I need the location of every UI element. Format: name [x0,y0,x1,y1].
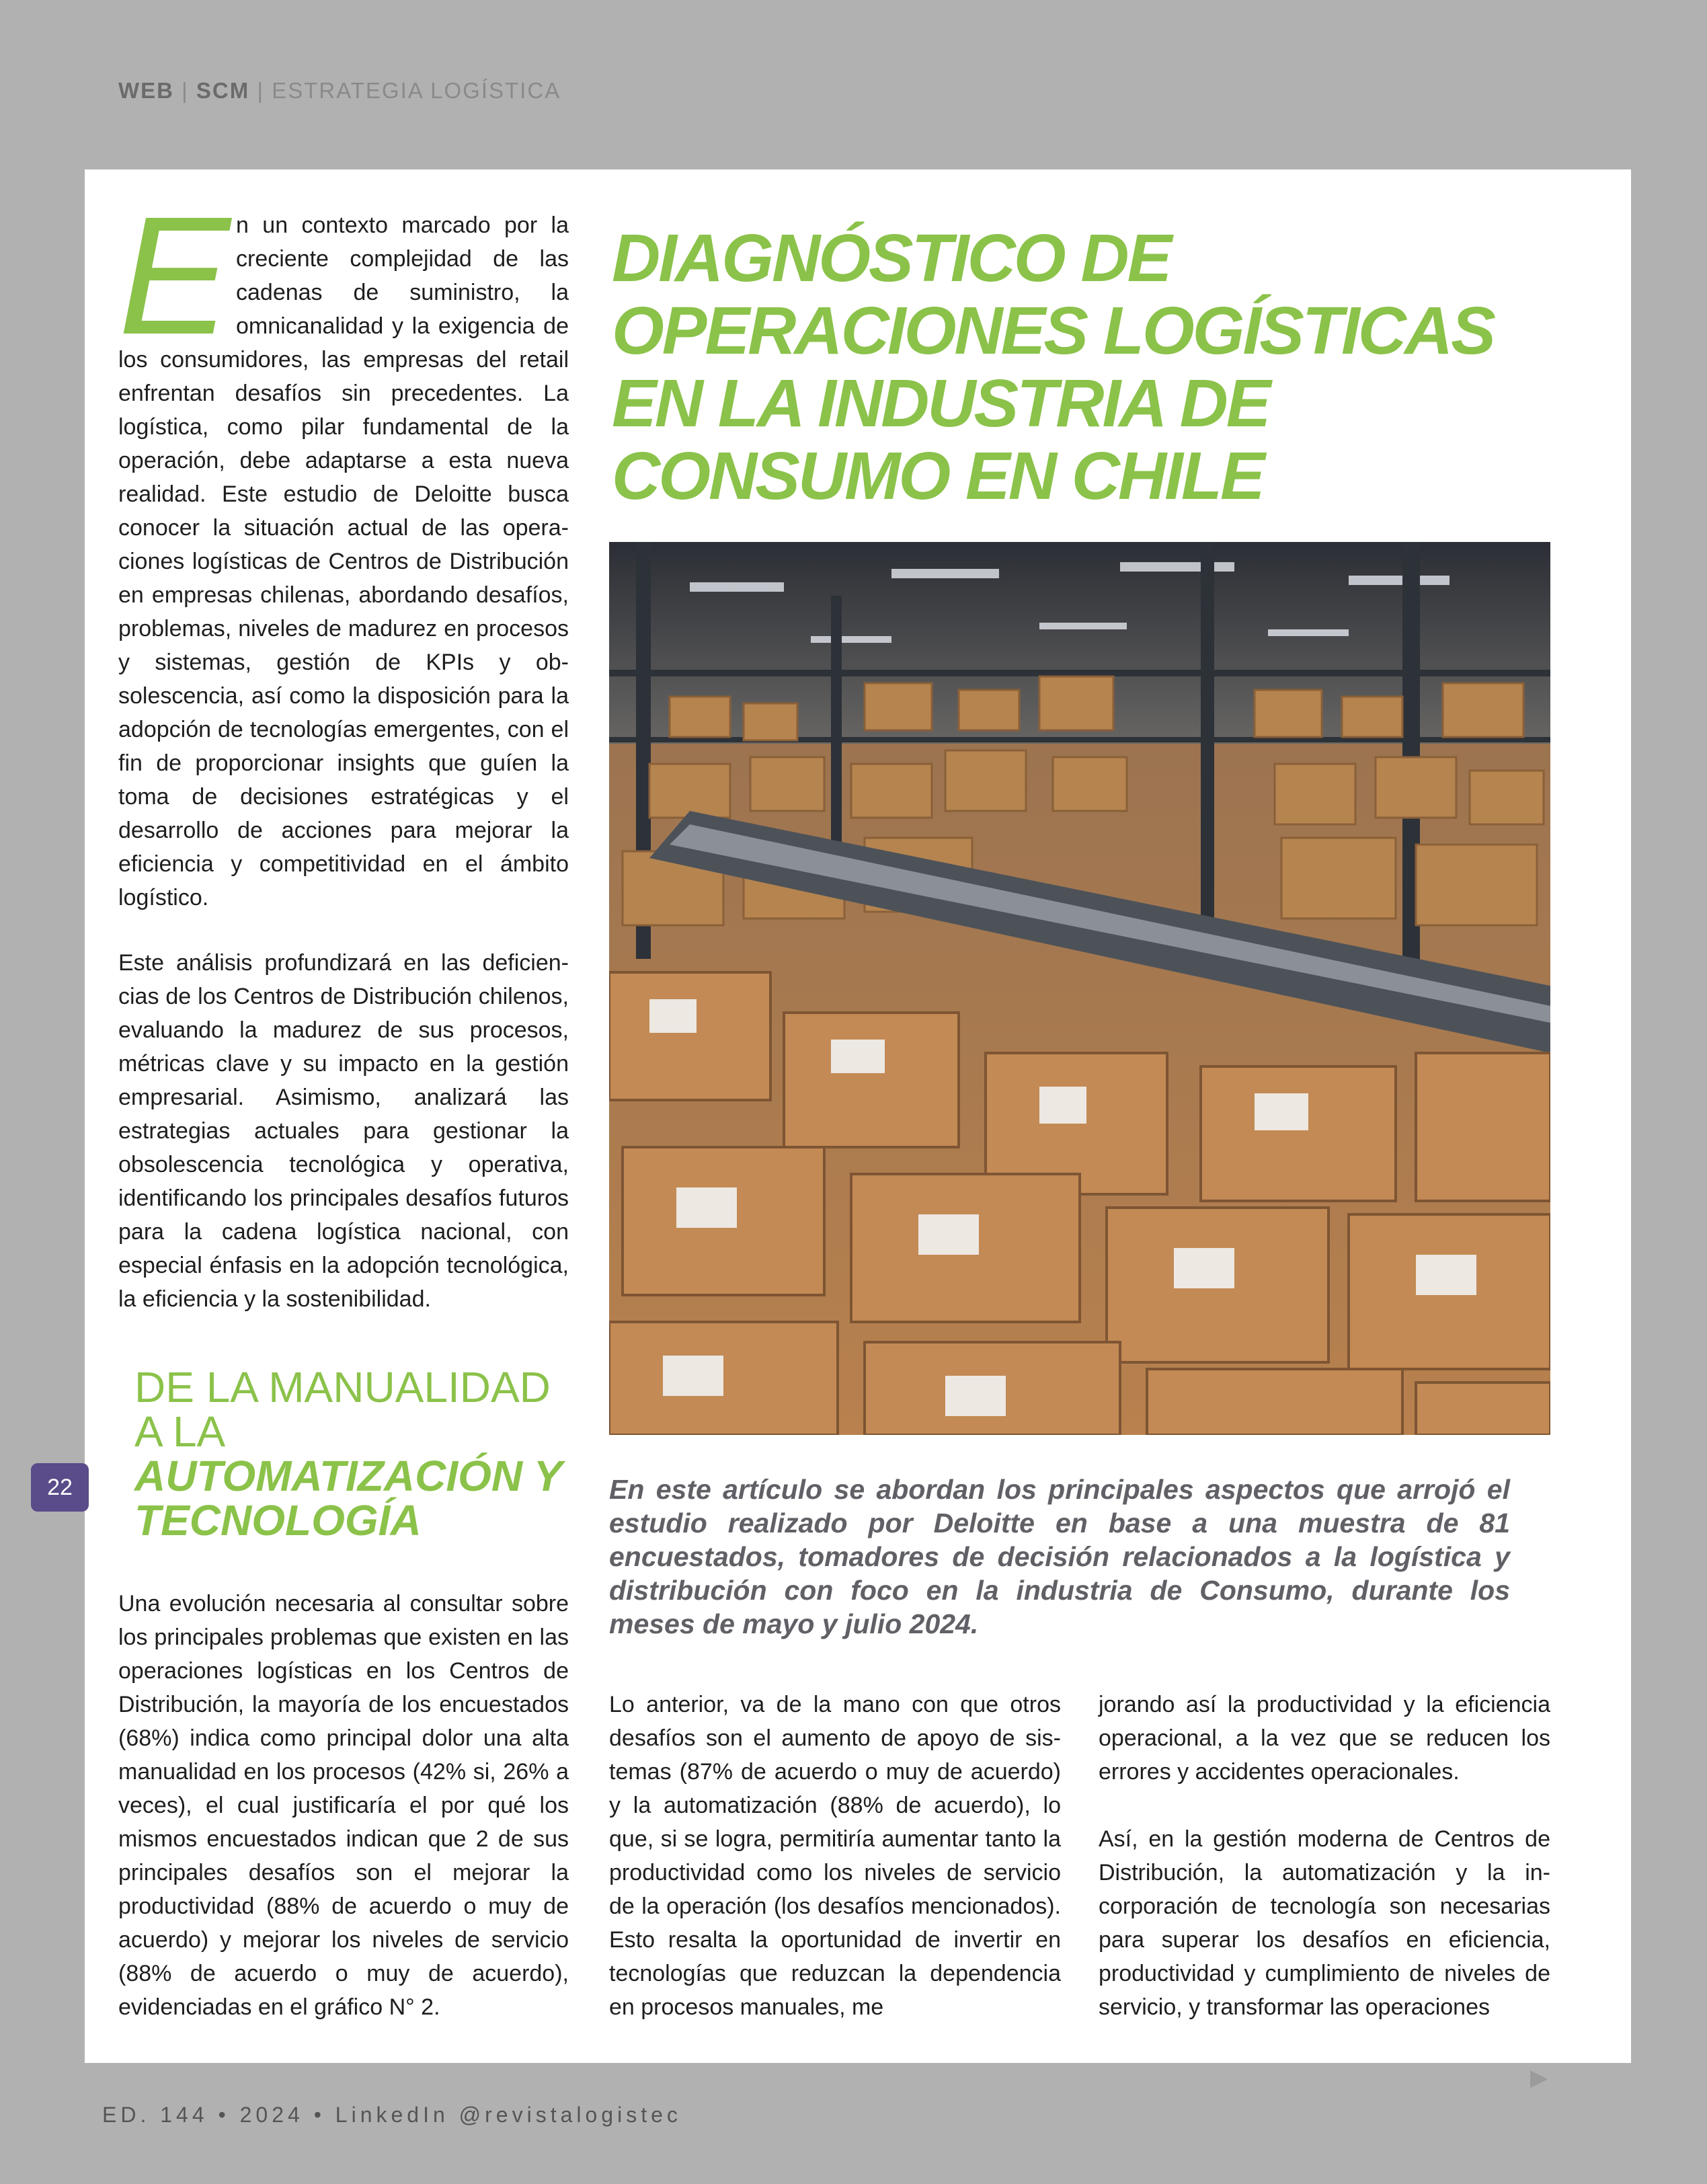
footer-credits: ED. 144 • 2024 • LinkedIn @revistalogistec [102,2103,682,2127]
intro-text: n un contexto marcado por la creciente complejidad de las cadenas de suministro, la omnicanalidad y la exigencia de los consumidores, las empresas del retail enfrentan desafíos sin precedentes. La logística, como pilar fundamental de la operación, debe adaptarse a esta nueva realidad. Este estudio de Deloitte busca conocer la situación actual de las operaciones logísticas de Centros de Distribución en empresas chilenas, abordando desafíos, problemas, niveles de madurez en procesos y sistemas, gestión de KPIs y obsolescencia, así como la disposición para la adopción de tecnologías emergentes, con el fin de proporcionar insights que guíen la toma de decisiones estratégicas y el desarrollo de acciones para mejorar la eficiencia y competitividad en el ámbito logístico. [118,212,569,910]
separator: | [182,78,189,103]
analysis-paragraph: Este análisis profundizará en las deficiencias de los Centros de Distribución chilenos, evaluando la madurez de sus procesos, métricas clave y su impacto en la gestión empresarial. Asimismo, analizará las estrategias actuales para gestionar la obsolescencia tecnológica y operativa, identificando los principales desafíos futuros para la cadena logística nacional, con especial énfasis en la adopción tecnológica, la eficiencia y la sostenibilidad. [118,950,569,1312]
dropcap: E [118,182,231,369]
middle-column-text: Lo anterior, va de la mano con que otros desafíos son el aumento de apoyo de sistemas (87% de acuerdo o muy de acuerdo) y la automatización (88% de acuerdo), lo que, si se logra, permitiría aumentar tanto la productividad como los niveles de servicio de la operación (los desafíos mencionados). Esto resalta la oportunidad de invertir en tecnologías que reduzcan la dependencia en procesos manuales, me [609,1692,1061,2020]
page-number-badge: 22 [31,1463,89,1512]
section-topic: ESTRATEGIA LOGÍSTICA [272,78,561,103]
article-title: DIAGNÓSTICO DE OPERACIONES LOGÍSTICAS EN LA INDUSTRIA DE CONSUMO EN CHILE [612,221,1494,514]
subheading-bold: AUTOMATIZACIÓN Y TECNOLOGÍA [134,1452,562,1545]
section-web: WEB [118,78,174,103]
right-column-paragraph-1: jorando así la productividad y la eficiencia operacional, a la vez que se reducen los errores y accidentes operacionales. [1099,1692,1550,1785]
subheading-light: DE LA MANUALIDAD A LA [134,1363,551,1456]
section-subheading [134,1365,578,1543]
triangle-right-icon[interactable]: ▶ [1530,2065,1548,2091]
article-lead: En este artículo se abordan los principales aspectos que arrojó el estudio realizado por Deloitte en base a una muestra de 81 encuestados, tomadores de decisión relacionados a la logística y distribución con foco en la industria de Consumo, durante los meses de mayo y julio 2024. [609,1474,1510,1639]
right-column-paragraph-2: Así, en la gestión moderna de Centros de Distribución, la automatización y la incorporación de tecnología son necesarias para superar los desafíos en eficiencia, productividad y cumplimiento de niveles de servicio, y transformar las operaciones [1099,1826,1550,2020]
right-column-text [1099,1688,1550,2024]
evolution-paragraph: Una evolución necesaria al consultar sobre los principales problemas que existen en las operaciones logísticas en los Centros de Distribución, la mayoría de los encuestados (68%) indica como principal dolor una alta manualidad en los procesos (42% si, 26% a veces), el cual justificaría el por qué los mismos encuestados indican que 2 de sus principales desafíos son el mejorar la productividad (88% de acuerdo o muy de acuerdo) y mejorar los niveles de servicio (88% de acuerdo o muy de acuerdo), evidenciadas en el gráfico N° 2. [118,1591,569,2020]
intro-paragraph [118,182,569,914]
section-header [118,78,561,104]
warehouse-boxes-image [609,542,1550,1435]
separator: | [257,78,265,103]
section-scm: SCM [196,78,250,103]
